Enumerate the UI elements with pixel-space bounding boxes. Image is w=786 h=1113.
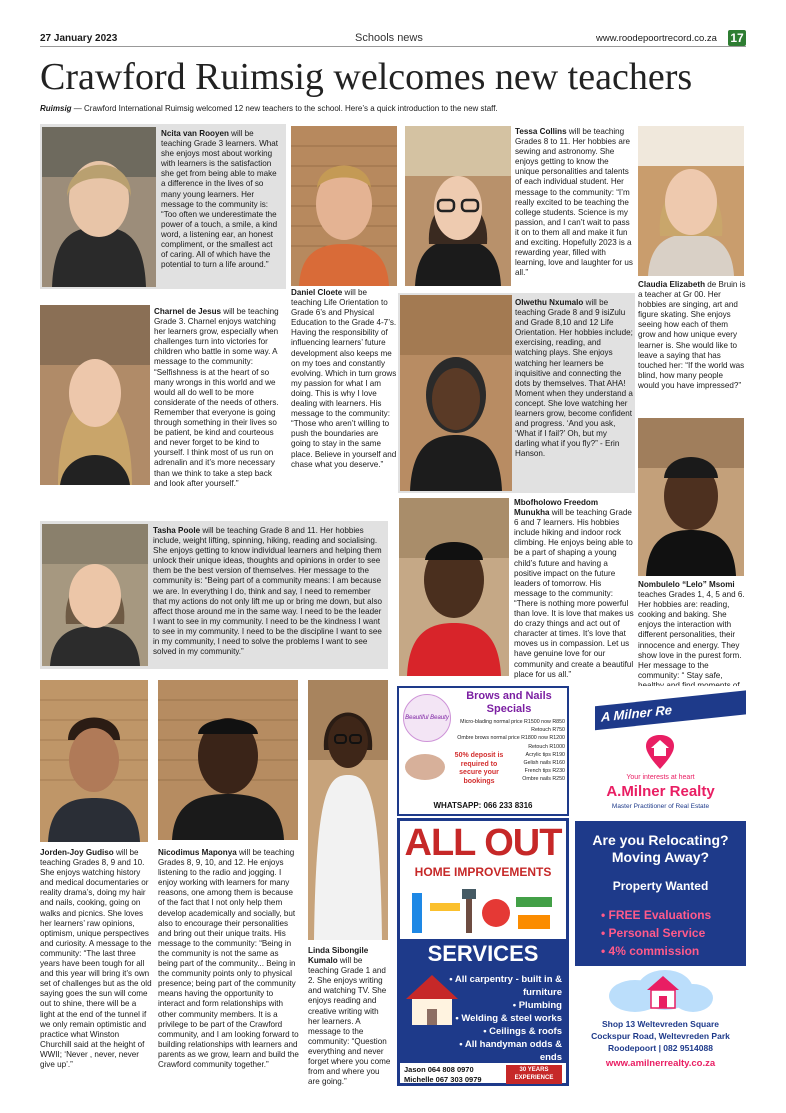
photo-nombulelo bbox=[638, 418, 744, 576]
photo-tessa bbox=[405, 126, 511, 286]
photo-claudia bbox=[638, 126, 744, 276]
photo-nicodimus bbox=[158, 680, 298, 840]
contact-line[interactable]: Michelle 067 303 0979 bbox=[404, 1075, 482, 1084]
price-line: Acrylic tips R190 bbox=[525, 751, 565, 758]
service-item: • Ceilings & roofs bbox=[483, 1026, 562, 1037]
teacher-name: Mbofholowo Freedom Munukha bbox=[514, 498, 599, 518]
intro-place: Ruimsig bbox=[40, 104, 72, 113]
contact-line[interactable]: Jason 064 808 0970 bbox=[404, 1065, 474, 1074]
services-title: SERVICES bbox=[427, 941, 539, 966]
address-line[interactable]: Roodepoort | 082 9514088 bbox=[608, 1043, 713, 1053]
ad-brows[interactable] bbox=[397, 686, 569, 816]
milner-bullet: • Personal Service bbox=[601, 926, 706, 940]
service-item: • All carpentry - built in & furniture bbox=[449, 974, 562, 998]
teacher-name: Claudia Elizabeth bbox=[638, 280, 706, 289]
ad-allout[interactable] bbox=[397, 818, 569, 1086]
photo-linda bbox=[308, 680, 388, 940]
service-item: • Welding & steel works bbox=[455, 1013, 562, 1024]
price-line: Ombre nails R250 bbox=[522, 776, 565, 783]
section-name: Schools news bbox=[355, 32, 423, 44]
intro-text: — Crawford International Ruimsig welcomed 12 new teachers to the school. Here’s a quick introduction to the new staff. bbox=[71, 104, 498, 113]
ad-milner[interactable] bbox=[575, 686, 746, 1086]
photo-olwethu bbox=[400, 295, 512, 491]
profile-text-tessa bbox=[515, 127, 635, 278]
teacher-name: Linda Sibongile Kumalo bbox=[308, 946, 369, 966]
teacher-bio: de Bruin is a teacher at Gr 00. Her hobbies are singing, art and figure skating. She enjoys seeing how each of them grow and how unique every learner is. She would like to leave a saying that has touched her: “If the world was blind, how many people would you have impressed?” bbox=[638, 280, 746, 390]
milner-q2: Moving Away? bbox=[611, 849, 710, 865]
page-number: 17 bbox=[728, 30, 746, 46]
milner-wanted: Property Wanted bbox=[612, 879, 709, 893]
photo-ncita bbox=[42, 127, 156, 287]
price-line: Retouch R1000 bbox=[528, 743, 565, 750]
milner-address bbox=[575, 1018, 746, 1054]
price-line: Micro-blading normal price R1500 now R850 bbox=[460, 719, 565, 725]
profile-text-charnel bbox=[154, 307, 283, 489]
profile-text-olwethu bbox=[515, 298, 633, 460]
address-line: Shop 13 Weltevreden Square bbox=[602, 1019, 719, 1029]
teacher-bio: will be teaching Grades 8, 9 and 10. She enjoys watching history and medical documentaries or reality drama’s, doing my hair and nails, cooking, going on walks and picnics. She loves her learners’ raw opinions, optimism, unique perspectives and curiosity. A message to the community: “The last three years have been tough for all and this year will bring it’s own set of challenges but as the old saying goes the sun will come out to shine, there will be a light at the end of the tunnel if we only remain optimistic and practice what Winston Churchill said at the height of WWII; ‘Never , never, never give up’.” bbox=[40, 848, 152, 1069]
teacher-bio: will be teaching Grade 3 learners. What she enjoys most about working with learners is the satisfaction she get from being able to make a difference in the lives of so many young learners. Her message to the community is: “Too often we underestimate the power of a touch, a smile, a kind word, a listening ear, an honest compliment, or the smallest act of caring. All of which have the potential to turn a life around.” bbox=[161, 129, 278, 270]
brows-logo-text: Beautiful Beauty bbox=[405, 715, 449, 721]
teacher-bio: will be teaching Grade 1 and 2. She enjoys writing and watching TV. She enjoys reading and creative writing with her learners. A message to the community: “Question everything and never forget where you come from and where you are going.” bbox=[308, 956, 391, 1087]
profile-text-claudia bbox=[638, 280, 746, 391]
teacher-name: Tasha Poole bbox=[153, 526, 201, 535]
brows-eye-image bbox=[405, 754, 445, 780]
price-line: Retouch R750 bbox=[531, 727, 565, 734]
teacher-bio: will be teaching Grades 8 to 11. Her hobbies are sewing and astronomy. She enjoys getting to know the unique personalities and talents of each individual student. Her message to the community: “I’m really excited to be teaching the college students. Science is my passion, and I can’t wait to pass it on to them all and make it fun and exciting. Hopefully 2023 is a rewarding year, filled with learning, love and laughter for us all.” bbox=[515, 127, 633, 278]
photo-daniel bbox=[291, 126, 397, 286]
milner-sign: A Milner Re bbox=[595, 690, 746, 731]
header-divider bbox=[40, 46, 746, 47]
photo-tasha bbox=[42, 524, 148, 666]
allout-subtitle: HOME IMPROVEMENTS bbox=[414, 865, 552, 879]
teacher-name: Jorden-Joy Gudiso bbox=[40, 848, 114, 857]
service-item: • Plumbing bbox=[512, 1000, 562, 1011]
service-item: • All handyman odds & ends bbox=[459, 1039, 562, 1063]
price-line: Gelish nails R160 bbox=[523, 760, 565, 767]
experience-badge: 30 YEARS EXPERIENCE bbox=[506, 1065, 562, 1084]
teacher-bio: teaches Grades 1, 4, 5 and 6. Her hobbies are: reading, cooking and baking. She enjoys the interaction with different personalities, their innocence and energy. They show love in the purest form. Her message to the community: “ Stay safe, bbox=[638, 590, 745, 680]
profile-text-tasha bbox=[153, 526, 385, 657]
site-url[interactable]: www.roodepoortrecord.co.za bbox=[596, 33, 717, 44]
profile-text-nombulelo bbox=[638, 580, 746, 701]
photo-jorden bbox=[40, 680, 148, 842]
teacher-name: Ncita van Rooyen bbox=[161, 129, 229, 138]
services-list bbox=[440, 973, 562, 1064]
milner-sub: Master Practitioner of Real Estate bbox=[611, 803, 710, 810]
teacher-name: Nombulelo “Lelo” Msomi bbox=[638, 580, 735, 589]
profile-text-linda bbox=[308, 946, 392, 1087]
teacher-bio: will be teaching Grade 6 and 7 learners. His hobbies include hiking and indoor rock climbing. He enjoys being able to be a part of shaping a young child’s future and having a positive impact on the future leaders of tomorrow. His message to the community: “There is nothing more powerful than love. It is love that makes us do crazy things and act out of character at times. It’s love that moves us in compassion. Let us have genuine love for our community and create a beautiful place for us all.” bbox=[514, 508, 634, 679]
cloud-house-image bbox=[605, 966, 715, 1016]
brows-title: Brows and Nails Specials bbox=[466, 690, 552, 715]
brows-whatsapp[interactable]: WHATSAPP: 066 233 8316 bbox=[433, 801, 533, 810]
allout-contacts[interactable] bbox=[404, 1065, 504, 1085]
brows-logo bbox=[403, 694, 451, 742]
teacher-name: Nicodimus Maponya bbox=[158, 848, 237, 857]
teacher-bio: will be teaching Grade 3. Charnel enjoys watching her learners grow, especially when challenges turn into victories for children who battle in some way. A message to the community: “Selfishness is at the heart of so many wrongs in this world and we would all do well to be more considerate of the needs of others. Remember that everyone is going through something in their lives so be patient, be kind and courteous and never forget to be kind to yourself. I think most of us run on adrenalin and it’s more necessary than we think to take a step back and look after yourself.” bbox=[154, 307, 279, 488]
milner-tagline: Your interests at heart bbox=[626, 774, 695, 781]
price-line: Ombre brows normal price R1800 now R1200 bbox=[457, 735, 565, 742]
teacher-bio: will be teaching Grade 8 and 11. Her hobbies include, weight lifting, spinning, hiking, reading and socialising. She enjoys getting to know individual learners and helping them unlock their unique ideas, thoughts and opinions in order to see them be the best version of themselves. Her message to the community is: “Being part of a community means: I am because we are. In everything I do, think and say, I need to remember that my actions do not only lift me up or bring me down, but also affect those around me in the same way. I need to be the leader I want to see in my community. I need to be the kindness I want to see in my community. I need to be the discipline I want to see in my community, I need to solve the problems I want to see solved in my community.” bbox=[153, 526, 382, 657]
allout-title: ALL OUT bbox=[404, 822, 562, 864]
milner-web[interactable]: www.amilnerrealty.co.za bbox=[605, 1058, 716, 1069]
price-line: French tips R230 bbox=[524, 768, 565, 775]
milner-bullets bbox=[601, 906, 746, 960]
milner-bullet: • FREE Evaluations bbox=[601, 908, 712, 922]
profile-text-jorden bbox=[40, 848, 152, 1070]
teacher-name: Charnel de Jesus bbox=[154, 307, 222, 316]
photo-mbofholowo bbox=[399, 498, 509, 676]
teacher-bio: will be teaching Grade 8 and 9 isiZulu and Grade 8,10 and 12 Life Orientation. Her hobbies include; exercising, reading, and watching plays. She enjoys watching her learners be inquisitive and connecting the dots by themselves. That AHA! Moment when they understand a concept. She love watching her learners grow, become confident and progress. ‘And you ask, ‘What if I fail?’ Oh, but my darling what if you fly?” - Erin Hanson. bbox=[515, 298, 633, 459]
teacher-name: Daniel Cloete bbox=[291, 288, 343, 297]
teacher-bio: will be teaching Life Orientation to Grade 6’s and Physical Education to the Grade 4-7’s. Having the responsibility of influencing learners’ future development also keeps me on my toes and constantly evolving. Which in turn grows my passion for what I am doing. This is why I love dealing with learners. His message to the community: “Those who aren’t willing to push the boundaries are going to stay in the same place. Believe in yourself and chase what you deserve.” bbox=[291, 288, 397, 469]
profile-text-ncita bbox=[161, 129, 281, 270]
milner-q1: Are you Relocating? bbox=[592, 832, 729, 848]
brows-deposit: 50% deposit is required to secure your bookings bbox=[454, 752, 504, 785]
profile-text-mbofholowo bbox=[514, 498, 634, 680]
tools-image bbox=[406, 883, 560, 937]
profile-text-daniel bbox=[291, 288, 399, 470]
house-pin-icon bbox=[644, 734, 676, 770]
teacher-name: Olwethu Nxumalo bbox=[515, 298, 584, 307]
milner-bullet: • 4% commission bbox=[601, 944, 700, 958]
issue-date: 27 January 2023 bbox=[40, 33, 118, 44]
milner-brand: A.Milner Realty bbox=[606, 783, 715, 800]
teacher-name: Tessa Collins bbox=[515, 127, 567, 136]
intro bbox=[40, 104, 750, 113]
profile-text-nicodimus bbox=[158, 848, 300, 1070]
photo-charnel bbox=[40, 305, 150, 485]
headline: Crawford Ruimsig welcomes new teachers bbox=[40, 56, 693, 98]
address-line: Cockspur Road, Weltevreden Park bbox=[591, 1031, 730, 1041]
teacher-bio: will be teaching Grades 8, 9, 10, and 12. He enjoys listening to the radio and jogging. I enjoy working with learners for many reasons, one among them is because of the fact that I not only help them develop academically and socially, but also to encourage their personalities and bring out their unique traits. His message to the community: “Being in the community is not the same as being part of the community... Being in the community points only to physical presence; being part of the community means having the opportunity to interact and form relationships with other community members. It is a privilege to be part of the Crawford community, and I am looking forward to building relationships with learners and parents as we grow, learn and build the Crawford community together.” bbox=[158, 848, 299, 1069]
